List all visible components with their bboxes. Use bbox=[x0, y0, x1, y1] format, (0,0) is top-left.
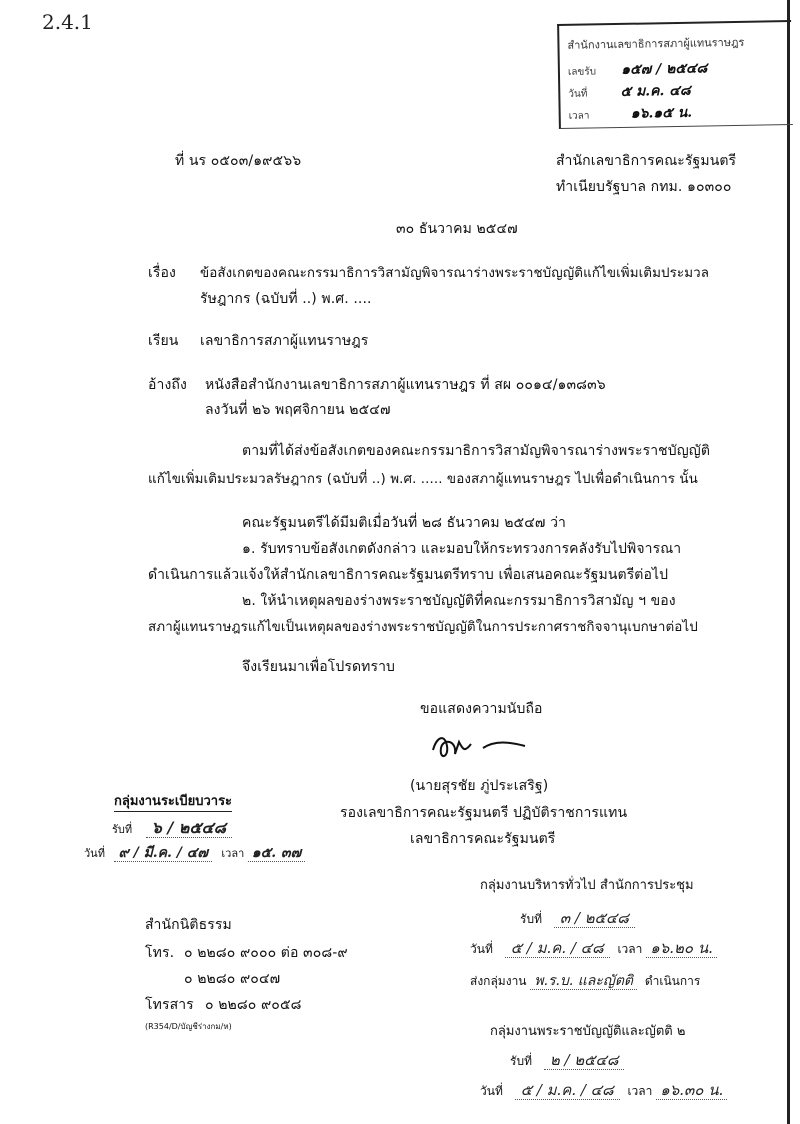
admin-stamp-time-label: เวลา bbox=[617, 942, 643, 956]
to-label: เรียน bbox=[148, 333, 179, 349]
signer-title-1: รองเลขาธิการคณะรัฐมนตรี ปฏิบัติราชการแทน bbox=[340, 805, 628, 821]
phone-2: ๐ ๒๒๘๐ ๙๐๔๗ bbox=[184, 971, 281, 987]
bills-stamp-time-label: เวลา bbox=[627, 1084, 653, 1098]
stamp-date-label: วันที่ bbox=[568, 88, 588, 100]
reference-label: อ้างถึง bbox=[148, 377, 187, 393]
item-1-line-1: ๑. รับทราบข้อสังเกตดังกล่าว และมอบให้กระทรวงการคลังรับไปพิจารณา bbox=[242, 541, 682, 557]
closing: ขอแสดงความนับถือ bbox=[420, 701, 543, 717]
agenda-stamp-no-value: ๖ / ๒๕๔๘ bbox=[146, 818, 232, 838]
admin-stamp-time-value: ๑๖.๒๐ น. bbox=[646, 939, 717, 958]
agenda-stamp-group: กลุ่มงานระเบียบวาระ bbox=[114, 790, 232, 812]
admin-stamp-date-value: ๕ / ม.ค. / ๔๘ bbox=[505, 939, 610, 958]
phone-1: ๐ ๒๒๘๐ ๙๐๐๐ ต่อ ๓๐๘-๙ bbox=[184, 945, 348, 961]
stamp-time-value: ๑๖.๑๕ น. bbox=[630, 104, 693, 122]
to-value: เลขาธิการสภาผู้แทนราษฎร bbox=[200, 333, 369, 349]
paragraph-1-line-1: ตามที่ได้ส่งข้อสังเกตของคณะกรรมาธิการวิสามัญพิจารณาร่างพระราชบัญญัติ bbox=[242, 443, 711, 459]
fax-label: โทรสาร bbox=[145, 997, 194, 1013]
sender-address: ทำเนียบรัฐบาล กทม. ๑๐๓๐๐ bbox=[556, 179, 732, 195]
item-1-line-2: ดำเนินการแล้วแจ้งให้สำนักเลขาธิการคณะรัฐมนตรีทราบ เพื่อเสนอคณะรัฐมนตรีต่อไป bbox=[148, 567, 669, 583]
admin-stamp-forward-label: ส่งกลุ่มงาน bbox=[470, 974, 527, 988]
item-2-line-1: ๒. ให้นำเหตุผลของร่างพระราชบัญญัติที่คณะกรรมาธิการวิสามัญ ฯ ของ bbox=[242, 593, 676, 609]
bills-stamp-date-value: ๕ / ม.ค. / ๔๘ bbox=[515, 1081, 620, 1100]
file-code: (R354/D/บัญชีร่างกม/ห) bbox=[145, 1022, 232, 1031]
closing-request: จึงเรียนมาเพื่อโปรดทราบ bbox=[242, 659, 396, 675]
bills-stamp-no-value: ๒ / ๒๕๔๘ bbox=[544, 1051, 625, 1070]
admin-stamp-forward-suffix: ดำเนินการ bbox=[644, 974, 701, 988]
bills-stamp-time-value: ๑๖.๓๐ น. bbox=[656, 1081, 727, 1100]
agenda-stamp-no-label: รับที่ bbox=[112, 823, 133, 836]
admin-stamp-no-label: รับที่ bbox=[520, 912, 542, 926]
admin-stamp-group: กลุ่มงานบริหารทั่วไป สำนักการประชุม bbox=[480, 878, 694, 893]
signature bbox=[425, 728, 535, 768]
agenda-stamp bbox=[84, 790, 304, 870]
agenda-stamp-date-label: วันที่ bbox=[84, 847, 105, 860]
page-edge-line bbox=[787, 0, 790, 1124]
fax-number: ๐ ๒๒๘๐ ๙๐๕๘ bbox=[205, 997, 302, 1013]
stamp-no-value: ๑๕๗ / ๒๕๔๘ bbox=[621, 60, 708, 78]
reference-line-1: หนังสือสำนักงานเลขาธิการสภาผู้แทนราษฎร ที่ สผ ๐๐๑๔/๑๓๘๓๖ bbox=[205, 377, 606, 393]
bills-stamp-group: กลุ่มงานพระราชบัญญัติและญัตติ ๒ bbox=[490, 1024, 686, 1039]
agenda-stamp-time-value: ๑๕. ๓๗ bbox=[248, 845, 305, 862]
reference-line-2: ลงวันที่ ๒๖ พฤศจิกายน ๒๕๔๗ bbox=[205, 402, 391, 418]
stamp-no-label: เลขรับ bbox=[567, 66, 597, 78]
received-stamp-top bbox=[557, 20, 793, 129]
footer-office: สำนักนิติธรรม bbox=[145, 917, 232, 933]
stamp-office: สำนักงานเลขาธิการสภาผู้แทนราษฎร bbox=[567, 35, 745, 52]
agenda-stamp-time-label: เวลา bbox=[221, 847, 245, 860]
stamp-date-value: ๕ ม.ค. ๔๘ bbox=[620, 82, 691, 100]
phone-label: โทร. bbox=[145, 945, 175, 961]
doc-reference: ที่ นร ๐๕๐๓/๑๙๕๖๖ bbox=[175, 153, 302, 169]
corner-note: 2.4.1 bbox=[42, 10, 93, 34]
admin-stamp-no-value: ๓ / ๒๕๔๘ bbox=[554, 909, 635, 928]
general-admin-stamp bbox=[470, 874, 780, 994]
agenda-stamp-date-value: ๙ / มี.ค. / ๔๗ bbox=[114, 845, 211, 862]
stamp-time-label: เวลา bbox=[568, 110, 590, 122]
signer-title-2: เลขาธิการคณะรัฐมนตรี bbox=[410, 831, 556, 847]
paragraph-2-line-1: คณะรัฐมนตรีได้มีมติเมื่อวันที่ ๒๘ ธันวาคม ๒๕๔๗ ว่า bbox=[242, 515, 567, 531]
subject-label: เรื่อง bbox=[148, 265, 176, 281]
paragraph-1-line-2: แก้ไขเพิ่มเติมประมวลรัษฎากร (ฉบับที่ ..) พ.ศ. ..... ของสภาผู้แทนราษฎร ไปเพื่อดำเนินการ นั้น bbox=[148, 472, 698, 487]
admin-stamp-forward-value: พ.ร.บ. และญัตติ bbox=[530, 973, 637, 990]
bills-stamp-no-label: รับที่ bbox=[510, 1054, 532, 1068]
bills-stamp-date-label: วันที่ bbox=[480, 1084, 503, 1098]
subject-line-2: รัษฎากร (ฉบับที่ ..) พ.ศ. .... bbox=[200, 291, 372, 307]
document-date: ๓๐ ธันวาคม ๒๕๔๗ bbox=[396, 221, 518, 237]
signer-name: (นายสุรชัย ภู่ประเสริฐ) bbox=[410, 778, 549, 794]
sender-office: สำนักเลขาธิการคณะรัฐมนตรี bbox=[556, 153, 737, 169]
bills-motions-stamp bbox=[480, 1020, 780, 1120]
item-2-line-2: สภาผู้แทนราษฎรแก้ไขเป็นเหตุผลของร่างพระราชบัญญัติในการประกาศราชกิจจานุเบกษาต่อไป bbox=[148, 620, 698, 635]
admin-stamp-date-label: วันที่ bbox=[470, 942, 493, 956]
subject-line-1: ข้อสังเกตของคณะกรรมาธิการวิสามัญพิจารณาร่างพระราชบัญญัติแก้ไขเพิ่มเติมประมวล bbox=[200, 266, 710, 281]
